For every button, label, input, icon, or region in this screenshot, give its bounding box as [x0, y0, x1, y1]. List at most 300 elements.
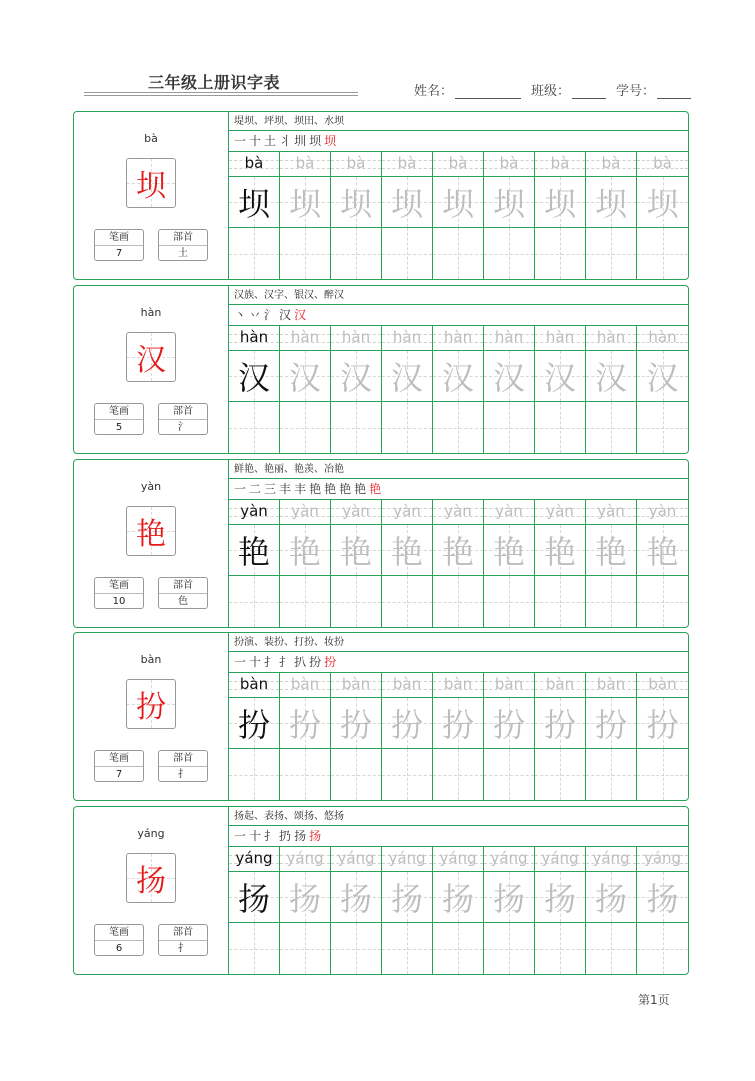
- stroke-step: 坝: [324, 134, 340, 148]
- stroke-count-box: [94, 403, 144, 435]
- writing-cell[interactable]: [229, 228, 279, 279]
- writing-cell[interactable]: [535, 923, 585, 974]
- stroke-step: 一: [234, 829, 250, 843]
- pinyin-cell[interactable]: [229, 673, 279, 698]
- tracing-cell[interactable]: [382, 177, 432, 228]
- stroke-step: 扒: [294, 655, 310, 669]
- character-trace: 艳: [339, 533, 372, 571]
- writing-cell[interactable]: [229, 923, 279, 974]
- writing-cell[interactable]: [637, 749, 688, 800]
- stroke-step: 扌: [279, 655, 295, 669]
- character-trace: 扮: [594, 706, 627, 744]
- character-trace: 扬: [646, 880, 679, 918]
- tracing-cell[interactable]: [637, 872, 688, 923]
- writing-cell[interactable]: [280, 228, 330, 279]
- radical-value: 色: [178, 596, 188, 607]
- writing-cell[interactable]: [637, 402, 688, 453]
- character-card: [73, 285, 689, 454]
- radical-value: 扌: [178, 943, 188, 954]
- stroke-step: 扌: [264, 655, 280, 669]
- practice-column: [535, 326, 586, 453]
- pinyin-trace: bàn: [494, 675, 524, 693]
- character-model: 扮: [237, 706, 270, 744]
- stroke-count-box: [94, 577, 144, 609]
- character-trace: 艳: [646, 533, 679, 571]
- practice-column: [229, 500, 280, 627]
- tracing-cell[interactable]: [382, 872, 432, 923]
- pinyin-cell[interactable]: [637, 326, 688, 351]
- writing-cell[interactable]: [535, 402, 585, 453]
- stroke-step: 扔: [279, 829, 295, 843]
- writing-cell[interactable]: [331, 228, 381, 279]
- pinyin-cell[interactable]: [586, 326, 636, 351]
- writing-cell[interactable]: [433, 228, 483, 279]
- stroke-step: 氵: [264, 308, 280, 322]
- tracing-cell[interactable]: [535, 525, 585, 576]
- pinyin-cell[interactable]: [433, 152, 483, 177]
- character-trace: 艳: [594, 533, 627, 571]
- writing-cell[interactable]: [586, 228, 636, 279]
- writing-cell[interactable]: [484, 749, 534, 800]
- pinyin-trace: bàn: [596, 675, 626, 693]
- pinyin-cell[interactable]: [331, 152, 381, 177]
- pinyin-cell[interactable]: [229, 847, 279, 872]
- pinyin-cell[interactable]: [331, 673, 381, 698]
- practice-column: [280, 500, 331, 627]
- pinyin-cell[interactable]: [586, 152, 636, 177]
- stroke-step: 丰: [279, 482, 295, 496]
- character-card: [73, 806, 689, 975]
- practice-column: [331, 152, 382, 279]
- radical-value: 扌: [178, 769, 188, 780]
- pinyin-cell[interactable]: [382, 500, 432, 525]
- writing-cell[interactable]: [433, 576, 483, 627]
- pinyin-cell[interactable]: [229, 500, 279, 525]
- stroke-count-box: [94, 229, 144, 261]
- tracing-cell[interactable]: [433, 525, 483, 576]
- practice-panel: [229, 286, 688, 453]
- stroke-count-label: 笔画: [95, 925, 143, 941]
- pinyin-trace: yàn: [648, 502, 677, 520]
- tracing-cell[interactable]: [637, 698, 688, 749]
- stroke-step: 丬: [279, 134, 295, 148]
- tracing-cell[interactable]: [484, 525, 534, 576]
- practice-column: [382, 847, 433, 974]
- character-info-panel: [74, 807, 229, 974]
- pinyin-cell[interactable]: [535, 500, 585, 525]
- writing-cell[interactable]: [586, 576, 636, 627]
- pinyin-trace: yáng: [388, 849, 426, 867]
- tracing-cell[interactable]: [331, 351, 381, 402]
- character-info-panel: [74, 112, 229, 279]
- pinyin-cell[interactable]: [331, 326, 381, 351]
- pinyin-trace: hàn: [290, 328, 320, 346]
- pinyin-cell[interactable]: [535, 847, 585, 872]
- tracing-cell[interactable]: [280, 698, 330, 749]
- tracing-cell[interactable]: [484, 698, 534, 749]
- character-trace: 坝: [390, 185, 423, 223]
- pinyin-trace: hàn: [494, 328, 524, 346]
- stroke-order: [229, 826, 688, 847]
- practice-column: [484, 500, 535, 627]
- stroke-step: 艳: [369, 482, 385, 496]
- tracing-cell[interactable]: [280, 525, 330, 576]
- practice-column: [382, 152, 433, 279]
- pinyin-cell[interactable]: [586, 673, 636, 698]
- character-trace: 艳: [441, 533, 474, 571]
- tracing-cell[interactable]: [484, 872, 534, 923]
- practice-column: [586, 326, 637, 453]
- pinyin-cell[interactable]: [229, 326, 279, 351]
- stroke-count-label: 笔画: [95, 578, 143, 594]
- stroke-step: 汉: [294, 308, 310, 322]
- writing-cell[interactable]: [382, 228, 432, 279]
- practice-column: [280, 326, 331, 453]
- pinyin-trace: bà: [295, 154, 315, 172]
- pinyin-cell[interactable]: [280, 673, 330, 698]
- tracing-cell[interactable]: [484, 351, 534, 402]
- class-field[interactable]: [531, 80, 606, 99]
- character-trace: 坝: [646, 185, 679, 223]
- pinyin-cell[interactable]: [484, 152, 534, 177]
- pinyin-cell[interactable]: [484, 847, 534, 872]
- pinyin-trace: hàn: [341, 328, 371, 346]
- writing-cell[interactable]: [535, 576, 585, 627]
- tracing-cell[interactable]: [484, 177, 534, 228]
- tracing-cell[interactable]: [280, 351, 330, 402]
- pinyin-cell[interactable]: [637, 500, 688, 525]
- stroke-count-value: 6: [115, 943, 123, 954]
- target-character: 汉: [136, 343, 166, 378]
- pinyin-cell[interactable]: [382, 673, 432, 698]
- class-blank[interactable]: [572, 86, 606, 99]
- practice-column: [229, 152, 280, 279]
- character-display-box: [126, 853, 176, 903]
- pinyin-cell[interactable]: [433, 326, 483, 351]
- practice-panel: [229, 807, 688, 974]
- writing-cell[interactable]: [484, 923, 534, 974]
- character-display-box: [126, 506, 176, 556]
- tracing-cell[interactable]: [331, 177, 381, 228]
- tracing-cell[interactable]: [535, 351, 585, 402]
- character-trace: 扮: [288, 706, 321, 744]
- practice-column: [331, 326, 382, 453]
- pinyin-cell[interactable]: [637, 847, 688, 872]
- character-trace: 汉: [594, 359, 627, 397]
- tracing-cell[interactable]: [229, 872, 279, 923]
- example-words: 堤坝、坪坝、坝田、水坝: [229, 112, 688, 131]
- writing-cell[interactable]: [280, 576, 330, 627]
- character-trace: 扬: [492, 880, 525, 918]
- pinyin-trace: bàn: [290, 675, 320, 693]
- writing-cell[interactable]: [331, 402, 381, 453]
- writing-cell[interactable]: [484, 402, 534, 453]
- practice-grid: [229, 152, 688, 279]
- practice-column: [535, 847, 586, 974]
- stroke-step: 扮: [309, 655, 325, 669]
- character-info-panel: [74, 286, 229, 453]
- character-trace: 坝: [594, 185, 627, 223]
- practice-column: [637, 500, 688, 627]
- stroke-count-value: 7: [115, 769, 123, 780]
- writing-cell[interactable]: [433, 749, 483, 800]
- pinyin-model: yáng: [235, 849, 273, 867]
- tracing-cell[interactable]: [586, 872, 636, 923]
- stroke-step: 十: [249, 655, 265, 669]
- character-trace: 扮: [646, 706, 679, 744]
- pinyin-cell[interactable]: [382, 326, 432, 351]
- number-label: 学号：: [616, 84, 656, 99]
- stroke-step: 扮: [324, 655, 340, 669]
- stroke-order: [229, 479, 688, 500]
- pinyin-trace: bà: [346, 154, 366, 172]
- stroke-step: 扬: [294, 829, 310, 843]
- practice-column: [433, 326, 484, 453]
- practice-column: [586, 847, 637, 974]
- character-trace: 扮: [492, 706, 525, 744]
- character-trace: 艳: [492, 533, 525, 571]
- practice-column: [484, 326, 535, 453]
- tracing-cell[interactable]: [433, 698, 483, 749]
- practice-column: [331, 847, 382, 974]
- practice-column: [382, 500, 433, 627]
- pinyin-trace: bàn: [545, 675, 575, 693]
- stroke-step: 汉: [279, 308, 295, 322]
- tracing-cell[interactable]: [535, 177, 585, 228]
- pinyin-cell[interactable]: [637, 152, 688, 177]
- tracing-cell[interactable]: [280, 872, 330, 923]
- character-trace: 扬: [288, 880, 321, 918]
- pinyin-trace: hàn: [443, 328, 473, 346]
- pinyin-cell[interactable]: [484, 326, 534, 351]
- pinyin-trace: yáng: [286, 849, 324, 867]
- radical-box: [158, 403, 208, 435]
- pinyin-trace: yáng: [490, 849, 528, 867]
- stroke-step: 扬: [309, 829, 325, 843]
- practice-column: [280, 847, 331, 974]
- practice-column: [229, 673, 280, 800]
- pinyin-cell[interactable]: [280, 326, 330, 351]
- tracing-cell[interactable]: [229, 177, 279, 228]
- tracing-cell[interactable]: [433, 351, 483, 402]
- character-model: 汉: [237, 359, 270, 397]
- tracing-cell[interactable]: [433, 177, 483, 228]
- tracing-cell[interactable]: [229, 698, 279, 749]
- practice-panel: [229, 112, 688, 279]
- pinyin-trace: yàn: [546, 502, 574, 520]
- tracing-cell[interactable]: [586, 177, 636, 228]
- pinyin-trace: bà: [448, 154, 468, 172]
- stroke-order: [229, 305, 688, 326]
- student-info-fields: [414, 80, 691, 99]
- character-trace: 艳: [543, 533, 576, 571]
- stroke-step: 十: [249, 829, 265, 843]
- character-card: [73, 459, 689, 628]
- tracing-cell[interactable]: [331, 525, 381, 576]
- pinyin-cell[interactable]: [331, 847, 381, 872]
- radical-value: 氵: [178, 422, 188, 433]
- pinyin-trace: yáng: [541, 849, 579, 867]
- stroke-step: 一: [234, 134, 250, 148]
- stroke-count-box: [94, 924, 144, 956]
- stroke-count-box: [94, 750, 144, 782]
- pinyin-cell[interactable]: [586, 500, 636, 525]
- tracing-cell[interactable]: [382, 698, 432, 749]
- practice-column: [229, 847, 280, 974]
- tracing-cell[interactable]: [586, 525, 636, 576]
- pinyin-cell[interactable]: [484, 673, 534, 698]
- character-display-box: [126, 332, 176, 382]
- stroke-count-value: 7: [115, 248, 123, 259]
- writing-cell[interactable]: [586, 923, 636, 974]
- name-blank[interactable]: [455, 86, 521, 99]
- stroke-step: 十: [249, 134, 265, 148]
- writing-cell[interactable]: [484, 576, 534, 627]
- character-model: 扬: [237, 880, 270, 918]
- tracing-cell[interactable]: [280, 177, 330, 228]
- character-trace: 扮: [339, 706, 372, 744]
- character-trace: 汉: [646, 359, 679, 397]
- writing-cell[interactable]: [229, 576, 279, 627]
- pinyin-trace: yáng: [643, 849, 682, 867]
- tracing-cell[interactable]: [331, 698, 381, 749]
- character-pinyin: yáng: [137, 827, 165, 840]
- pinyin-cell[interactable]: [586, 847, 636, 872]
- pinyin-cell[interactable]: [280, 500, 330, 525]
- tracing-cell[interactable]: [382, 351, 432, 402]
- practice-column: [637, 673, 688, 800]
- pinyin-cell[interactable]: [280, 152, 330, 177]
- stroke-count-value: 10: [112, 596, 126, 607]
- pinyin-cell[interactable]: [433, 847, 483, 872]
- character-trace: 扬: [339, 880, 372, 918]
- pinyin-trace: yàn: [444, 502, 472, 520]
- writing-cell[interactable]: [535, 228, 585, 279]
- pinyin-cell[interactable]: [331, 500, 381, 525]
- practice-grid: [229, 847, 688, 974]
- pinyin-cell[interactable]: [433, 673, 483, 698]
- class-label: 班级：: [531, 84, 571, 99]
- stroke-count-label: 笔画: [95, 404, 143, 420]
- writing-cell[interactable]: [637, 923, 688, 974]
- writing-cell[interactable]: [484, 228, 534, 279]
- writing-cell[interactable]: [382, 923, 432, 974]
- radical-label: 部首: [159, 925, 207, 941]
- tracing-cell[interactable]: [586, 698, 636, 749]
- number-blank[interactable]: [657, 86, 691, 99]
- practice-column: [382, 673, 433, 800]
- tracing-cell[interactable]: [637, 525, 688, 576]
- tracing-cell[interactable]: [229, 525, 279, 576]
- name-field[interactable]: [414, 80, 521, 99]
- tracing-cell[interactable]: [535, 698, 585, 749]
- tracing-cell[interactable]: [229, 351, 279, 402]
- practice-column: [535, 152, 586, 279]
- pinyin-trace: yàn: [342, 502, 370, 520]
- writing-cell[interactable]: [535, 749, 585, 800]
- stroke-step: 坝: [309, 134, 325, 148]
- character-trace: 扮: [441, 706, 474, 744]
- pinyin-cell[interactable]: [382, 152, 432, 177]
- tracing-cell[interactable]: [586, 351, 636, 402]
- character-trace: 艳: [390, 533, 423, 571]
- writing-cell[interactable]: [382, 749, 432, 800]
- character-card: [73, 111, 689, 280]
- character-pinyin: bàn: [140, 653, 162, 666]
- writing-cell[interactable]: [637, 228, 688, 279]
- pinyin-cell[interactable]: [433, 500, 483, 525]
- writing-cell[interactable]: [382, 576, 432, 627]
- pinyin-trace: bàn: [648, 675, 677, 693]
- practice-panel: [229, 633, 688, 800]
- tracing-cell[interactable]: [382, 525, 432, 576]
- writing-cell[interactable]: [331, 576, 381, 627]
- pinyin-cell[interactable]: [484, 500, 534, 525]
- pinyin-trace: bà: [550, 154, 570, 172]
- stroke-step: 扌: [264, 829, 280, 843]
- pinyin-cell[interactable]: [280, 847, 330, 872]
- practice-column: [433, 847, 484, 974]
- pinyin-model: yàn: [240, 502, 268, 520]
- writing-cell[interactable]: [586, 402, 636, 453]
- practice-panel: [229, 460, 688, 627]
- tracing-cell[interactable]: [637, 351, 688, 402]
- writing-cell[interactable]: [229, 749, 279, 800]
- radical-label: 部首: [159, 751, 207, 767]
- radical-label: 部首: [159, 230, 207, 246]
- number-field[interactable]: [616, 80, 691, 99]
- writing-cell[interactable]: [586, 749, 636, 800]
- tracing-cell[interactable]: [535, 872, 585, 923]
- writing-cell[interactable]: [433, 402, 483, 453]
- character-trace: 坝: [339, 185, 372, 223]
- character-trace: 汉: [492, 359, 525, 397]
- writing-cell[interactable]: [433, 923, 483, 974]
- writing-cell[interactable]: [280, 923, 330, 974]
- writing-cell[interactable]: [280, 402, 330, 453]
- pinyin-cell[interactable]: [637, 673, 688, 698]
- writing-cell[interactable]: [331, 749, 381, 800]
- writing-cell[interactable]: [637, 576, 688, 627]
- example-words: 扬起、表扬、颂扬、悠扬: [229, 807, 688, 826]
- stroke-step: 一: [234, 482, 250, 496]
- tracing-cell[interactable]: [433, 872, 483, 923]
- pinyin-trace: hàn: [392, 328, 422, 346]
- practice-column: [433, 152, 484, 279]
- pinyin-cell[interactable]: [535, 152, 585, 177]
- writing-cell[interactable]: [229, 402, 279, 453]
- pinyin-cell[interactable]: [535, 326, 585, 351]
- writing-cell[interactable]: [382, 402, 432, 453]
- practice-grid: [229, 326, 688, 453]
- tracing-cell[interactable]: [331, 872, 381, 923]
- pinyin-trace: bàn: [443, 675, 473, 693]
- pinyin-cell[interactable]: [382, 847, 432, 872]
- character-pinyin: hàn: [140, 306, 162, 319]
- writing-cell[interactable]: [331, 923, 381, 974]
- pinyin-trace: hàn: [596, 328, 626, 346]
- pinyin-cell[interactable]: [535, 673, 585, 698]
- character-trace: 坝: [441, 185, 474, 223]
- character-trace: 扮: [543, 706, 576, 744]
- practice-column: [637, 152, 688, 279]
- writing-cell[interactable]: [280, 749, 330, 800]
- example-words: 鲜艳、艳丽、艳羡、冶艳: [229, 460, 688, 479]
- pinyin-trace: bà: [397, 154, 417, 172]
- pinyin-cell[interactable]: [229, 152, 279, 177]
- pinyin-model: bà: [244, 154, 264, 172]
- tracing-cell[interactable]: [637, 177, 688, 228]
